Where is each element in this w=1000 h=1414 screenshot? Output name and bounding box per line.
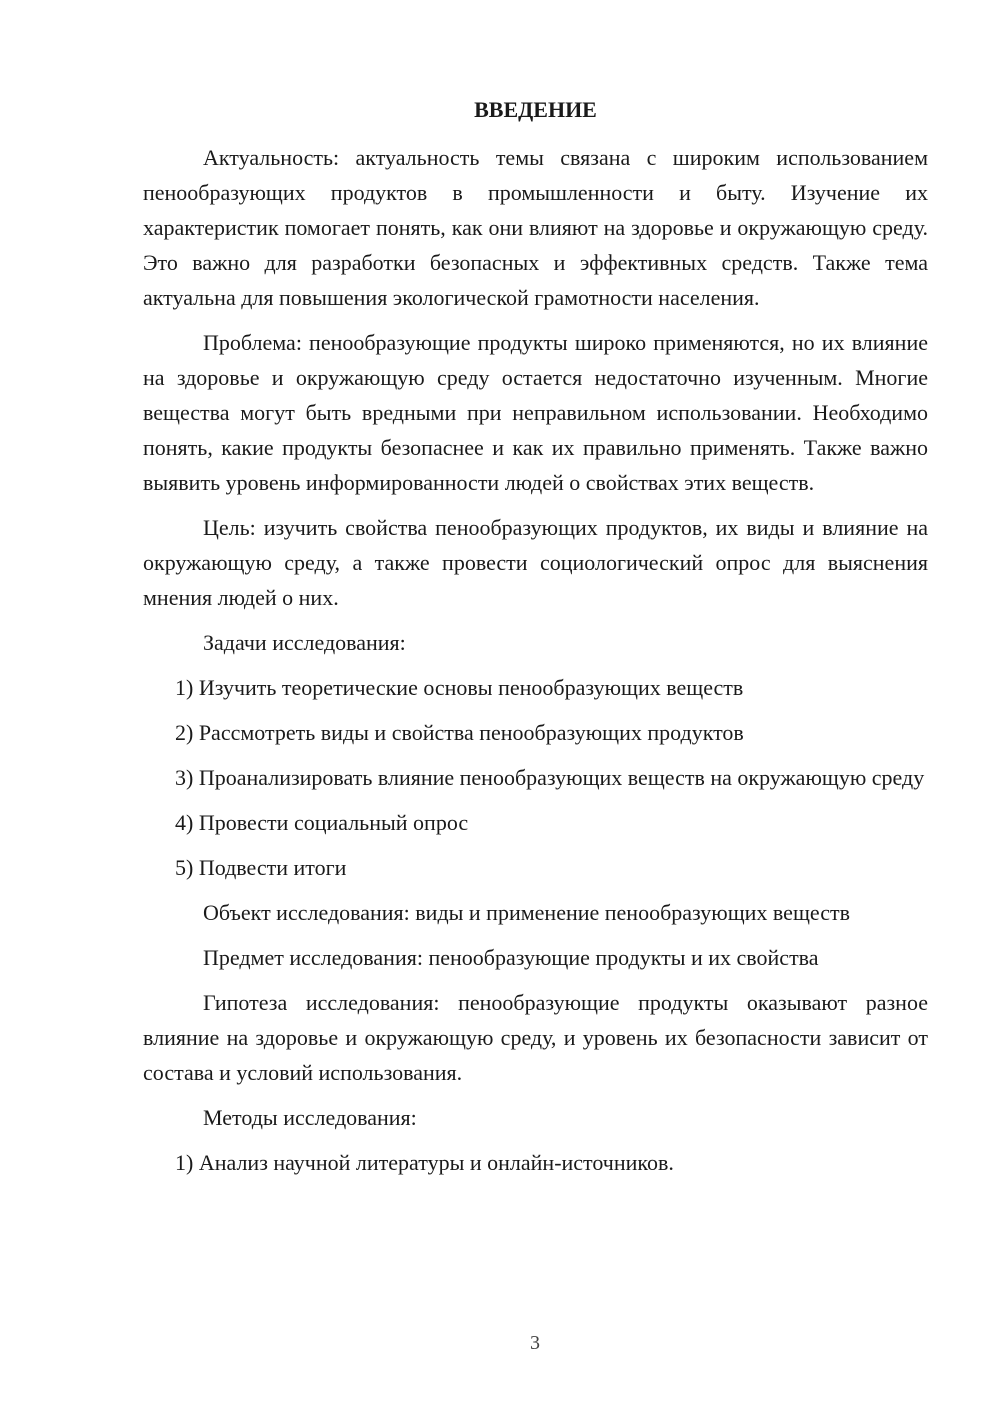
task-item-1: 1) Изучить теоретические основы пенообразующих веществ <box>175 675 744 700</box>
page-number: 3 <box>530 1332 540 1354</box>
task-item-3: 3) Проанализировать влияние пенообразующих веществ на окружающую среду <box>175 765 925 790</box>
method-item-1: 1) Анализ научной литературы и онлайн-источников. <box>175 1150 674 1175</box>
problem-paragraph: Проблема: пенообразующие продукты широко применяются, но их влияние на здоровье и окружающую среду остается недостаточно изученным. Многие вещества могут быть вредными при неправильном использовании. Необходимо понять, какие продукты безопаснее и как их правильно применять. Также важно выявить уровень информированности людей о свойствах этих веществ. <box>143 330 928 495</box>
methods-heading: Методы исследования: <box>203 1105 417 1130</box>
task-item-5: 5) Подвести итоги <box>175 855 347 880</box>
object-paragraph: Объект исследования: виды и применение пенообразующих веществ <box>203 900 850 925</box>
task-item-2: 2) Рассмотреть виды и свойства пенообразующих продуктов <box>175 720 744 745</box>
document-page <box>143 90 928 1190</box>
relevance-paragraph: Актуальность: актуальность темы связана с широким использованием пенообразующих продуктов в промышленности и быту. Изучение их характеристик помогает понять, как они влияют на здоровье и окружающую среду. Это важно для разработки безопасных и эффективных средств. Также тема актуальна для повышения экологической грамотности населения. <box>143 145 928 310</box>
goal-paragraph: Цель: изучить свойства пенообразующих продуктов, их виды и влияние на окружающую среду, а также провести социологический опрос для выяснения мнения людей о них. <box>143 515 928 610</box>
hypothesis-paragraph: Гипотеза исследования: пенообразующие продукты оказывают разное влияние на здоровье и окружающую среду, и уровень их безопасности зависит от состава и условий использования. <box>143 990 928 1085</box>
subject-paragraph: Предмет исследования: пенообразующие продукты и их свойства <box>203 945 819 970</box>
task-item-4: 4) Провести социальный опрос <box>175 810 469 835</box>
tasks-heading: Задачи исследования: <box>203 630 406 655</box>
page-title: ВВЕДЕНИЕ <box>474 97 597 122</box>
